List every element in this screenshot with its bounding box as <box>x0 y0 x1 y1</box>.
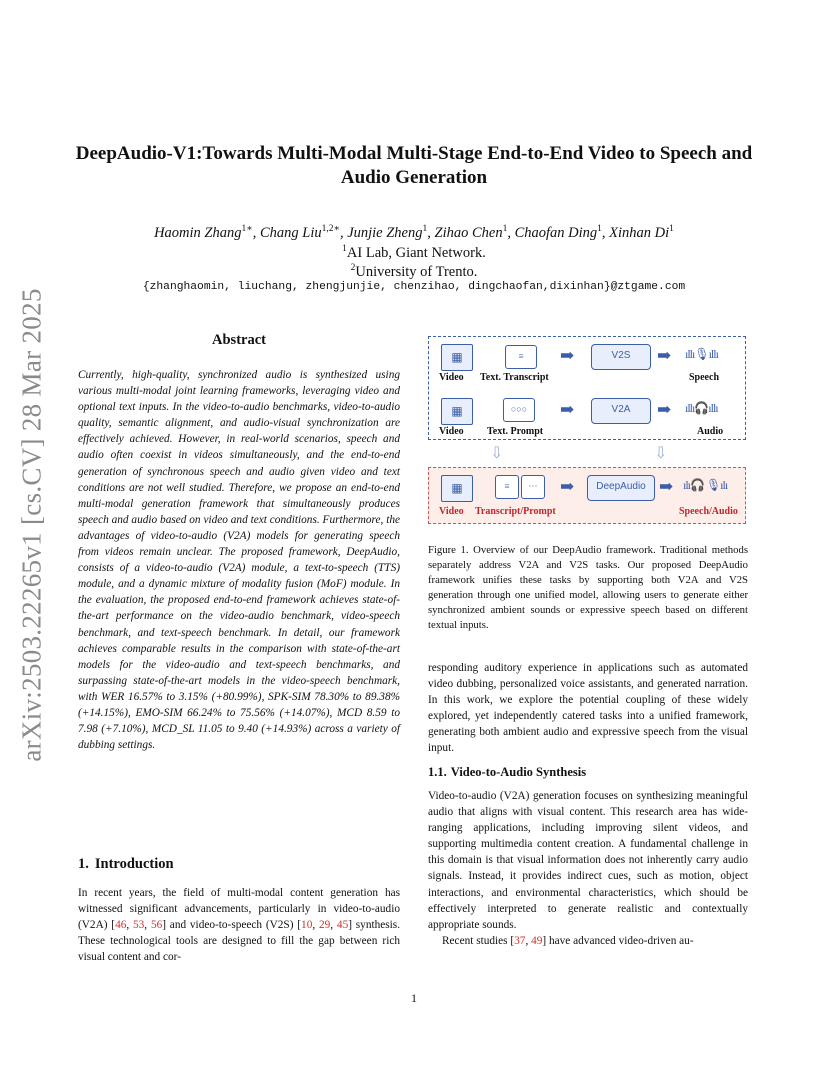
citation-link[interactable]: 29 <box>318 919 331 932</box>
author-affiliation-mark: 1∗ <box>241 224 253 234</box>
affiliation-2: $^2$University of Trento. <box>350 263 478 280</box>
headphones-icon: ıllı🎧ıllı <box>685 401 718 415</box>
text-input-label: Transcript/Prompt <box>475 506 556 517</box>
v2a-row <box>435 395 741 439</box>
arrow-down-icon: ⇩ <box>490 445 504 462</box>
arrow-right-icon: ➡ <box>560 477 575 496</box>
output-label: Speech <box>689 372 719 383</box>
affiliation-1: $^1$AI Lab, Giant Network. <box>342 244 486 261</box>
citation-link[interactable]: 10 <box>301 919 313 932</box>
page-number: 1 <box>411 991 417 1005</box>
abstract-heading: Abstract <box>212 332 266 348</box>
input-label: Video <box>439 372 464 383</box>
citation-link[interactable]: 49 <box>531 934 543 947</box>
output-label: Audio <box>697 426 724 437</box>
v2s-module: V2S <box>591 344 651 370</box>
figure-1-caption: Figure 1. Overview of our DeepAudio framework. Traditional methods separately address V2A and V2S tasks. Our proposed DeepAudio framework unifies these tasks by supporting both V2A and V2S generation through one unified model, allowing users to generate either synchronized ambient sounds or expressive speech based on different textual inputs. <box>428 544 748 631</box>
citation-link[interactable]: 45 <box>336 919 349 932</box>
arxiv-sidebar-stamp <box>10 290 54 760</box>
deepaudio-row <box>435 472 741 516</box>
author-affiliation-mark: 1,2∗ <box>321 224 340 234</box>
video-icon: ▦ <box>441 475 473 502</box>
author-name: Xinhan Di <box>609 224 670 241</box>
abstract-text: Currently, high-quality, synchronized audio is synthesized using various multi-modal joint learning frameworks, leveraging video and optional text inputs. In the video-to-audio benchmarks, video-to-audio quality, semantic alignment, and audio-visual synchronization are effectively achieved. However, in real-world scenarios, speech and audio often coexist in videos simultaneously, and the end-to-end generation of synchronous speech and audio given video and text conditions are not well studied. Therefore, we propose an end-to-end multi-modal generation framework that simultaneously produces speech and audio based on video and text conditions. Furthermore, the advantages of video-to-audio (V2A) models for generating speech from videos remain unclear. The proposed framework, DeepAudio, consists of a video-to-audio (V2A) module, a text-to-speech (TTS) module, and a dynamic mixture of modality fusion (MoF) module. In the evaluation, the proposed end-to-end framework achieves state-of-the-art performance on the video-audio benchmark, video-speech benchmark, and text-speech benchmark. In detail, our framework achieves comparable results in the comparison with state-of-the-art models for the video-audio and text-speech benchmarks, and surpassing state-of-the-art models in the video-speech benchmark, with WER 16.57% to 3.15% (+80.99%), SPK-SIM 78.30% to 89.38% (+14.15%), EMO-SIM 66.24% to 75.56% (+14.07%), MCD 8.59 to 7.98 (+7.10%), MCD_SL 11.05 to 9.40 (+14.93%) across a variety of dubbing settings. <box>78 369 400 752</box>
author-affiliation-mark: 1 <box>502 224 508 234</box>
deepaudio-unified-box <box>428 467 746 524</box>
author-name: Chaofan Ding <box>514 224 598 241</box>
subsection-heading-v2a: 1.1. Video-to-Audio Synthesis <box>428 765 587 779</box>
arrow-down-icon: ⇩ <box>654 445 668 462</box>
speech-bubble-icon: ··· <box>521 475 545 499</box>
author-name: Chang Liu <box>259 224 322 241</box>
introduction-text: In recent years, the field of multi-modal content generation has witnessed significant advancements, particularly in video-to-audio (V2A) [46, 53, 56] and video-to-speech (V2S) [10, 29, 45] synthesis. These technological tools are designed to fill the gap between rich visual content and cor- <box>78 887 401 964</box>
author-list: Haomin Zhang$^{1∗}$, Chang Liu$^{1,2∗}$, Junjie Zheng$^1$, Zihao Chen$^1$, Chaofan Ding$^1$, Xinhan Di$^1$ <box>154 224 674 241</box>
video-icon: ▦ <box>441 344 473 371</box>
author-name: Haomin Zhang <box>154 224 242 241</box>
arrow-right-icon: ➡ <box>560 346 575 365</box>
arrow-right-icon: ➡ <box>657 400 672 419</box>
citation-link[interactable]: 37 <box>514 934 526 947</box>
video-icon: ▦ <box>441 398 473 425</box>
deepaudio-module: DeepAudio <box>587 475 655 501</box>
author-name: Junjie Zheng <box>347 224 423 241</box>
paper-title: DeepAudio-V1:Towards Multi-Modal Multi-Stage End-to-End Video to Speech and Audio Generation <box>75 143 753 188</box>
speech-bubble-icon: ≡ <box>505 345 537 369</box>
v2a-section-text: Video-to-audio (V2A) generation focuses on synthesizing meaningful audio that aligns with visual content. This research area has wide-ranging applications, including improving silent videos, and supporting multimedia content creation. A fundamental challenge in this domain is that visual information does not inherently carry audio signals. Instead, it provides indirect cues, such as motion, object interactions, and environmental characteristics, which should be effectively interpreted to generate realistic and contextually appropriate sounds. Recent studies [37, 49] have advanced video-driven au- <box>428 790 748 947</box>
arrow-right-icon: ➡ <box>659 477 674 496</box>
microphone-icon: ıllı🎙ıllı <box>685 347 718 361</box>
v2s-row <box>435 341 741 385</box>
arxiv-identifier: arXiv:2503.22265v1 [cs.CV] 28 Mar 2025 <box>16 288 47 762</box>
author-affiliation-mark: 1 <box>597 224 602 234</box>
headphones-icon: ılı🎧 🎙ılı <box>683 478 728 492</box>
input-label: Video <box>439 506 464 517</box>
output-label: Speech/Audio <box>679 506 738 517</box>
v2a-module: V2A <box>591 398 651 424</box>
speech-bubble-icon: ≡ <box>495 475 519 499</box>
traditional-methods-box <box>428 336 746 440</box>
author-affiliation-mark: 1 <box>669 224 674 234</box>
citation-link[interactable]: 53 <box>133 919 145 932</box>
author-affiliation-mark: 1 <box>422 224 428 234</box>
introduction-continuation-text: responding auditory experience in applications such as automated video dubbing, personalized voice assistants, and generated narration. In this work, we explore the potential coupling of these widely explored, yet independently catered tasks into a unified framework, generating both ambient audio and expressive speech from the visual input. <box>428 662 748 755</box>
author-name: Zihao Chen <box>434 224 503 241</box>
figure-1-overview <box>428 336 748 526</box>
input-label: Video <box>439 426 464 437</box>
text-input-label: Text. Transcript <box>480 372 549 383</box>
text-input-label: Text. Prompt <box>487 426 544 437</box>
arrow-right-icon: ➡ <box>560 400 575 419</box>
citation-link[interactable]: 56 <box>150 919 163 932</box>
speech-bubble-icon: ○○○ <box>503 398 535 422</box>
author-emails: {zhanghaomin, liuchang, zhengjunjie, chenzihao, dingchaofan,dixinhan}@ztgame.com <box>142 281 686 293</box>
citation-link[interactable]: 46 <box>115 919 127 932</box>
section-heading-introduction: 1. Introduction <box>78 856 174 872</box>
arrow-right-icon: ➡ <box>657 346 672 365</box>
